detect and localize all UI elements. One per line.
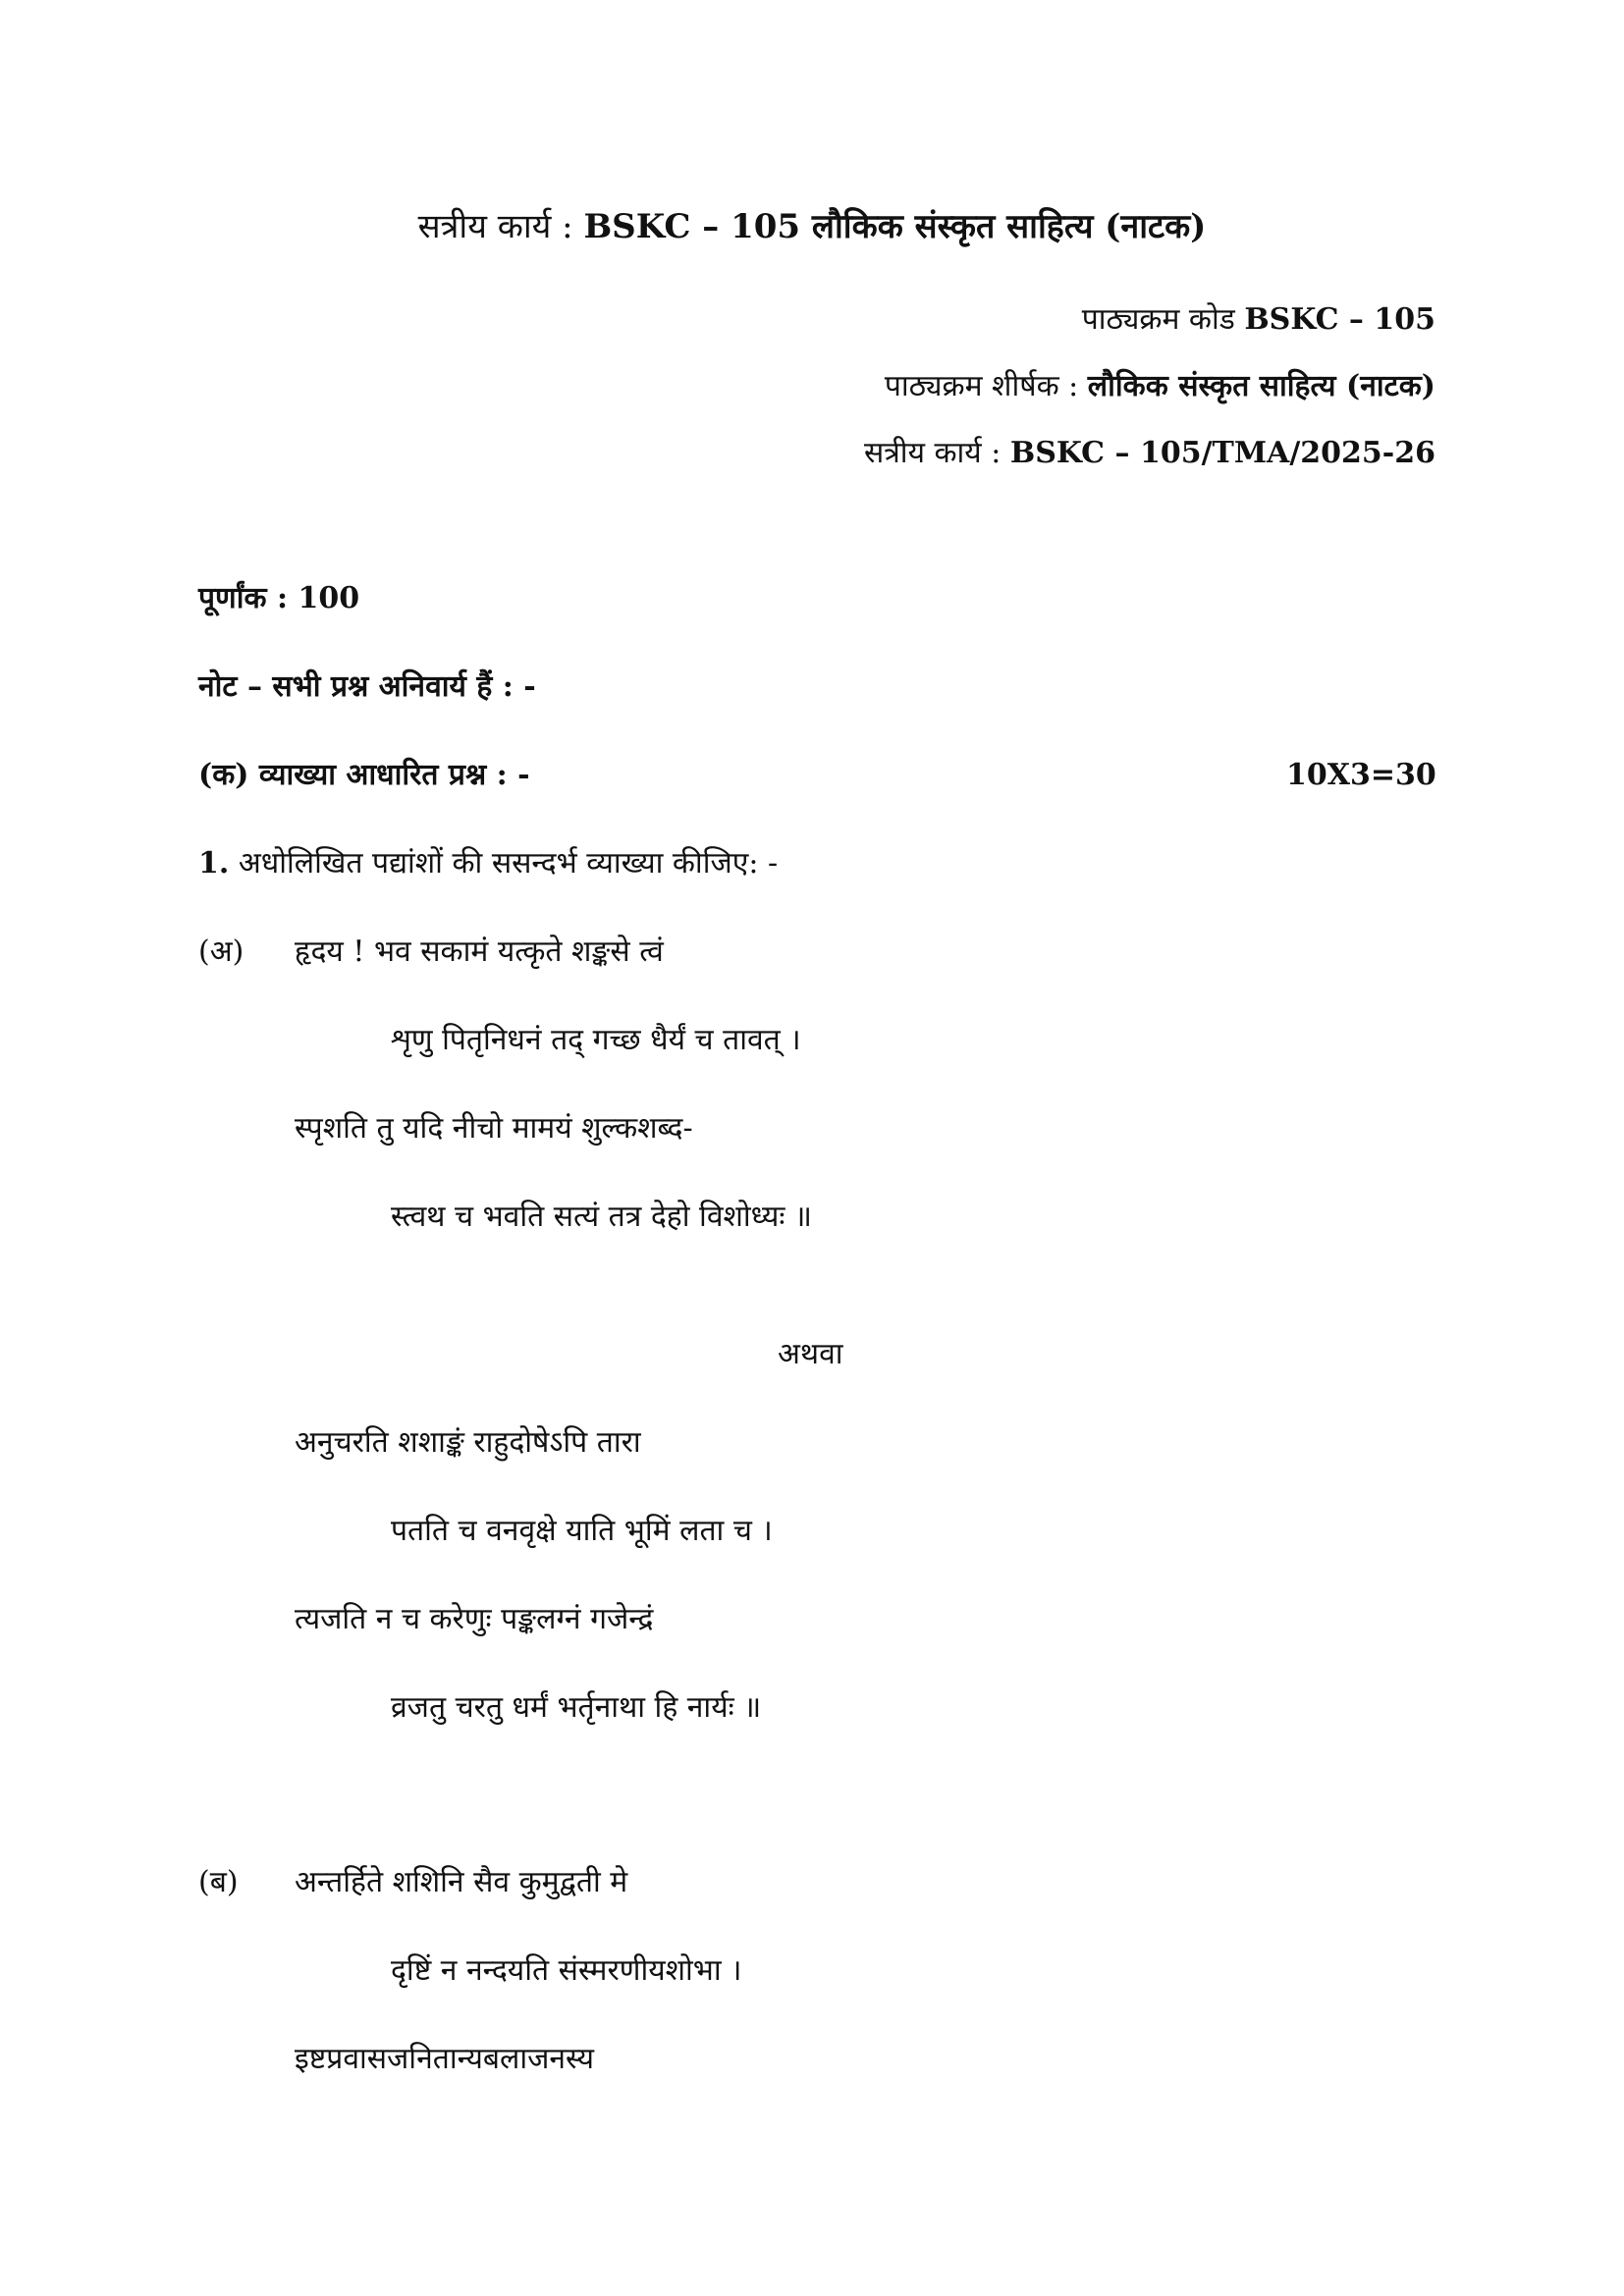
- assignment-value: BSKC – 105/TMA/2025-26: [1009, 436, 1435, 470]
- instruction-text: अधोलिखित पद्यांशों की ससन्दर्भ व्याख्या कीजिए: -: [229, 846, 779, 881]
- verse-line: अनुचरति शशाङ्कं राहुदोषेऽपि तारा: [295, 1425, 641, 1460]
- course-code-line: [1082, 300, 1435, 340]
- course-title-value: लौकिक संस्कृत साहित्य (नाटक): [1087, 369, 1435, 403]
- assignment-label: सत्रीय कार्य :: [863, 436, 1010, 470]
- section-heading: (क) व्याख्या आधारित प्रश्न : -: [198, 758, 530, 792]
- part-b-label: (ब): [198, 1865, 239, 1899]
- title-name: लौकिक संस्कृत साहित्य (नाटक): [800, 207, 1207, 246]
- page-title: [0, 204, 1624, 249]
- section-marks: 10X3=30: [1286, 758, 1436, 792]
- or-label: अथवा: [778, 1337, 843, 1371]
- question-1-instruction: [198, 844, 778, 883]
- verse-line: अन्तर्हिते शशिनि सैव कुमुद्वती मे: [295, 1865, 628, 1899]
- verse-line: त्यजति न च करेणुः पङ्कलग्नं गजेन्द्रं: [295, 1602, 654, 1636]
- verse-line: इष्टप्रवासजनितान्यबलाजनस्य: [295, 2042, 595, 2076]
- verse-line: व्रजतु चरतु धर्मं भर्तृनाथा हि नार्यः ॥: [391, 1690, 762, 1725]
- course-code-label: पाठ्यक्रम कोड: [1081, 302, 1245, 337]
- verse-line: स्पृशति तु यदि नीचो मामयं शुल्कशब्द-: [295, 1111, 693, 1146]
- part-a-label: (अ): [198, 934, 244, 969]
- course-title-label: पाठ्यक्रम शीर्षक :: [884, 369, 1088, 403]
- verse-line: पतति च वनवृक्षे याति भूमिं लता च ।: [391, 1514, 773, 1548]
- verse-line: दृष्टिं न नन्दयति संस्मरणीयशोभा ।: [391, 1953, 742, 1988]
- assignment-line: [864, 434, 1435, 473]
- verse-line: शृणु पितृनिधनं तद् गच्छ धैर्यं च तावत् ।: [391, 1023, 801, 1057]
- course-code-value: BSKC – 105: [1244, 302, 1435, 337]
- verse-line: हृदय ! भव सकामं यत्कृते शङ्कसे त्वं: [295, 934, 664, 969]
- verse-line: स्त्वथ च भवति सत्यं तत्र देहो विशोध्यः ॥: [391, 1200, 812, 1234]
- title-code: BSKC – 105: [583, 207, 801, 246]
- max-marks: पूर्णांक : 100: [198, 581, 360, 615]
- question-number: 1.: [198, 846, 230, 881]
- title-prefix: सत्रीय कार्य :: [417, 207, 584, 246]
- note: नोट – सभी प्रश्न अनिवार्य हैं : -: [198, 669, 536, 704]
- course-title-line: [885, 367, 1435, 406]
